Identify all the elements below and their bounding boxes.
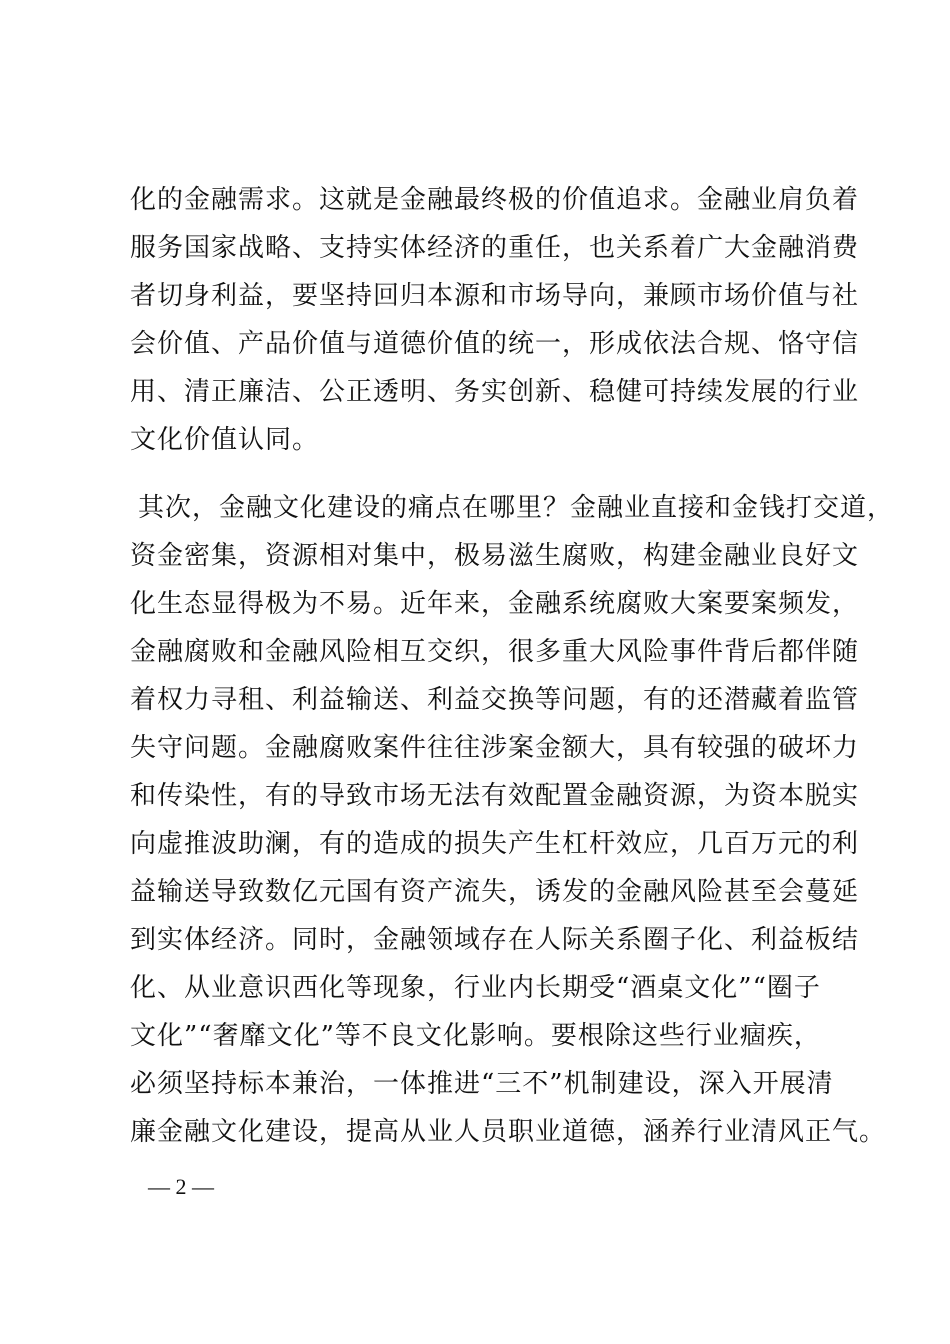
text-line: 廉金融文化建设，提高从业人员职业道德，涵养行业清风正气。 — [130, 1117, 887, 1147]
text-line: 化、从业意识西化等现象，行业内长期受“酒桌文化”“圈子 — [130, 973, 821, 1003]
text-line: 用、清正廉洁、公正透明、务实创新、稳健可持续发展的行业 — [130, 377, 860, 407]
paragraph-1 — [130, 176, 860, 464]
text-line: 文化价值认同。 — [130, 425, 320, 455]
text-line: 向虚推波助澜，有的造成的损失产生杠杆效应，几百万元的利 — [130, 829, 860, 859]
text-line: 者切身利益，要坚持回归本源和市场导向，兼顾市场价值与社 — [130, 281, 860, 311]
text-line: 资金密集，资源相对集中，极易滋生腐败，构建金融业良好文 — [130, 541, 860, 571]
text-line: 服务国家战略、支持实体经济的重任，也关系着广大金融消费 — [130, 233, 860, 263]
text-line: 益输送导致数亿元国有资产流失，诱发的金融风险甚至会蔓延 — [130, 877, 860, 907]
text-line: 失守问题。金融腐败案件往往涉案金额大，具有较强的破坏力 — [130, 733, 860, 763]
page-number: — 2 — — [148, 1174, 214, 1199]
text-line: 到实体经济。同时，金融领域存在人际关系圈子化、利益板结 — [130, 925, 860, 955]
text-line: 必须坚持标本兼治，一体推进“三不”机制建设，深入开展清 — [130, 1069, 834, 1099]
text-line: 其次，金融文化建设的痛点在哪里？金融业直接和金钱打交道， — [138, 493, 895, 523]
text-line: 化生态显得极为不易。近年来，金融系统腐败大案要案频发， — [130, 589, 860, 619]
text-line: 文化”“奢靡文化”等不良文化影响。要根除这些行业痼疾， — [130, 1021, 821, 1051]
text-line: 金融腐败和金融风险相互交织，很多重大风险事件背后都伴随 — [130, 637, 860, 667]
text-line: 着权力寻租、利益输送、利益交换等问题，有的还潜藏着监管 — [130, 685, 860, 715]
text-line: 和传染性，有的导致市场无法有效配置金融资源，为资本脱实 — [130, 781, 860, 811]
paragraph-2 — [130, 484, 895, 1156]
text-line: 化的金融需求。这就是金融最终极的价值追求。金融业肩负着 — [130, 185, 860, 215]
text-line: 会价值、产品价值与道德价值的统一，形成依法合规、恪守信 — [130, 329, 860, 359]
